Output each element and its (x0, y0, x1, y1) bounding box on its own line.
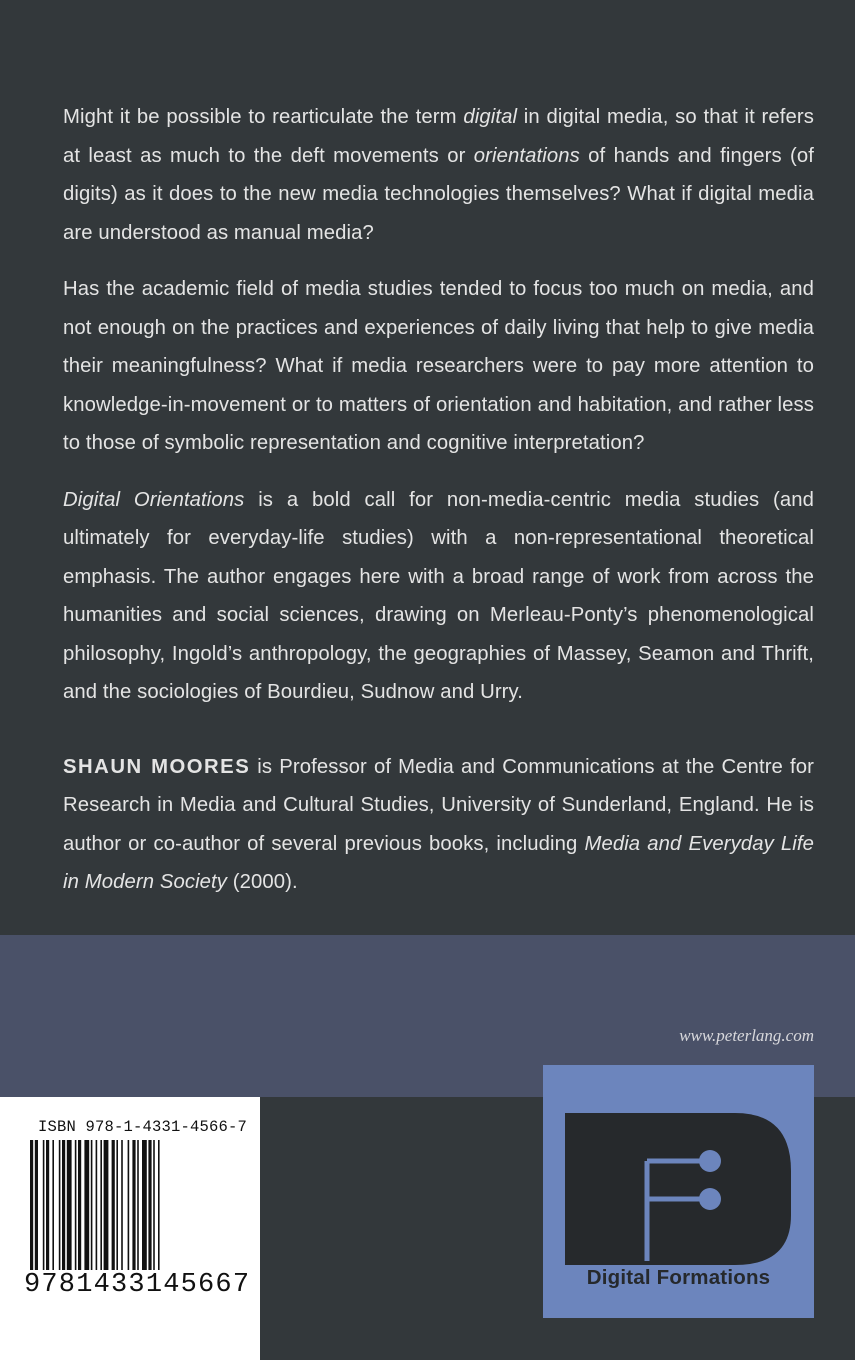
author-bio-text-1: is Professor of Media and Communications at the Centre for Research in Media and Cultural Studies, University of Sunderland, England. He is author or co-author of several previous books, including (63, 755, 814, 855)
isbn-digits: 9781433145667 (24, 1270, 251, 1300)
blurb-p1-text-2: in digital media, so that it refers at least as much to the deft movements or (63, 106, 814, 167)
blurb-p1-italic-digital: digital (463, 106, 518, 128)
blurb-paragraph-3 (63, 481, 814, 712)
author-name: SHAUN MOORES (63, 755, 251, 778)
blurb-p3-book-title: Digital Orientations (63, 488, 245, 511)
blurb-paragraph-1 (63, 98, 814, 252)
blurb-p1-text-3: of hands and fingers (of digits) as it does to the new media technologies themselves? What if digital media are understood as manual media? (63, 144, 814, 244)
blurb-p1-italic-orientations: orientations (473, 144, 580, 167)
author-previous-book-title: Media and Everyday Life in Modern Society (63, 832, 814, 893)
author-bio-text-2: (2000). (227, 871, 298, 893)
isbn-label: ISBN 978-1-4331-4566-7 (38, 1118, 248, 1136)
series-logo-label: Digital Formations (586, 1266, 771, 1289)
blurb-p1-text-1: Might it be possible to rearticulate the term (63, 106, 464, 128)
author-bio (63, 748, 814, 902)
blurb-paragraph-2: Has the academic field of media studies tended to focus too much on media, and not enough on the practices and experiences of daily living that help to give media their meaningfulness? What if media researchers were to pay more attention to knowledge-in-movement or to matters of orientation and habitation, and rather less to those of symbolic representation and cognitive interpretation? (63, 278, 814, 454)
blurb-p3-text: is a bold call for non-media-centric media studies (and ultimately for everyday-life studies) with a non-representational theoretical emphasis. The author engages here with a broad range of work from across the humanities and social sciences, drawing on Merleau-Ponty’s phenomenological philosophy, Ingold’s anthropology, the geographies of Massey, Seamon and Thrift, and the sociologies of Bourdieu, Sudnow and Urry. (63, 488, 815, 703)
blurb-text (63, 98, 814, 920)
publisher-url[interactable]: www.peterlang.com (679, 1026, 814, 1045)
series-logo (543, 1065, 814, 1318)
